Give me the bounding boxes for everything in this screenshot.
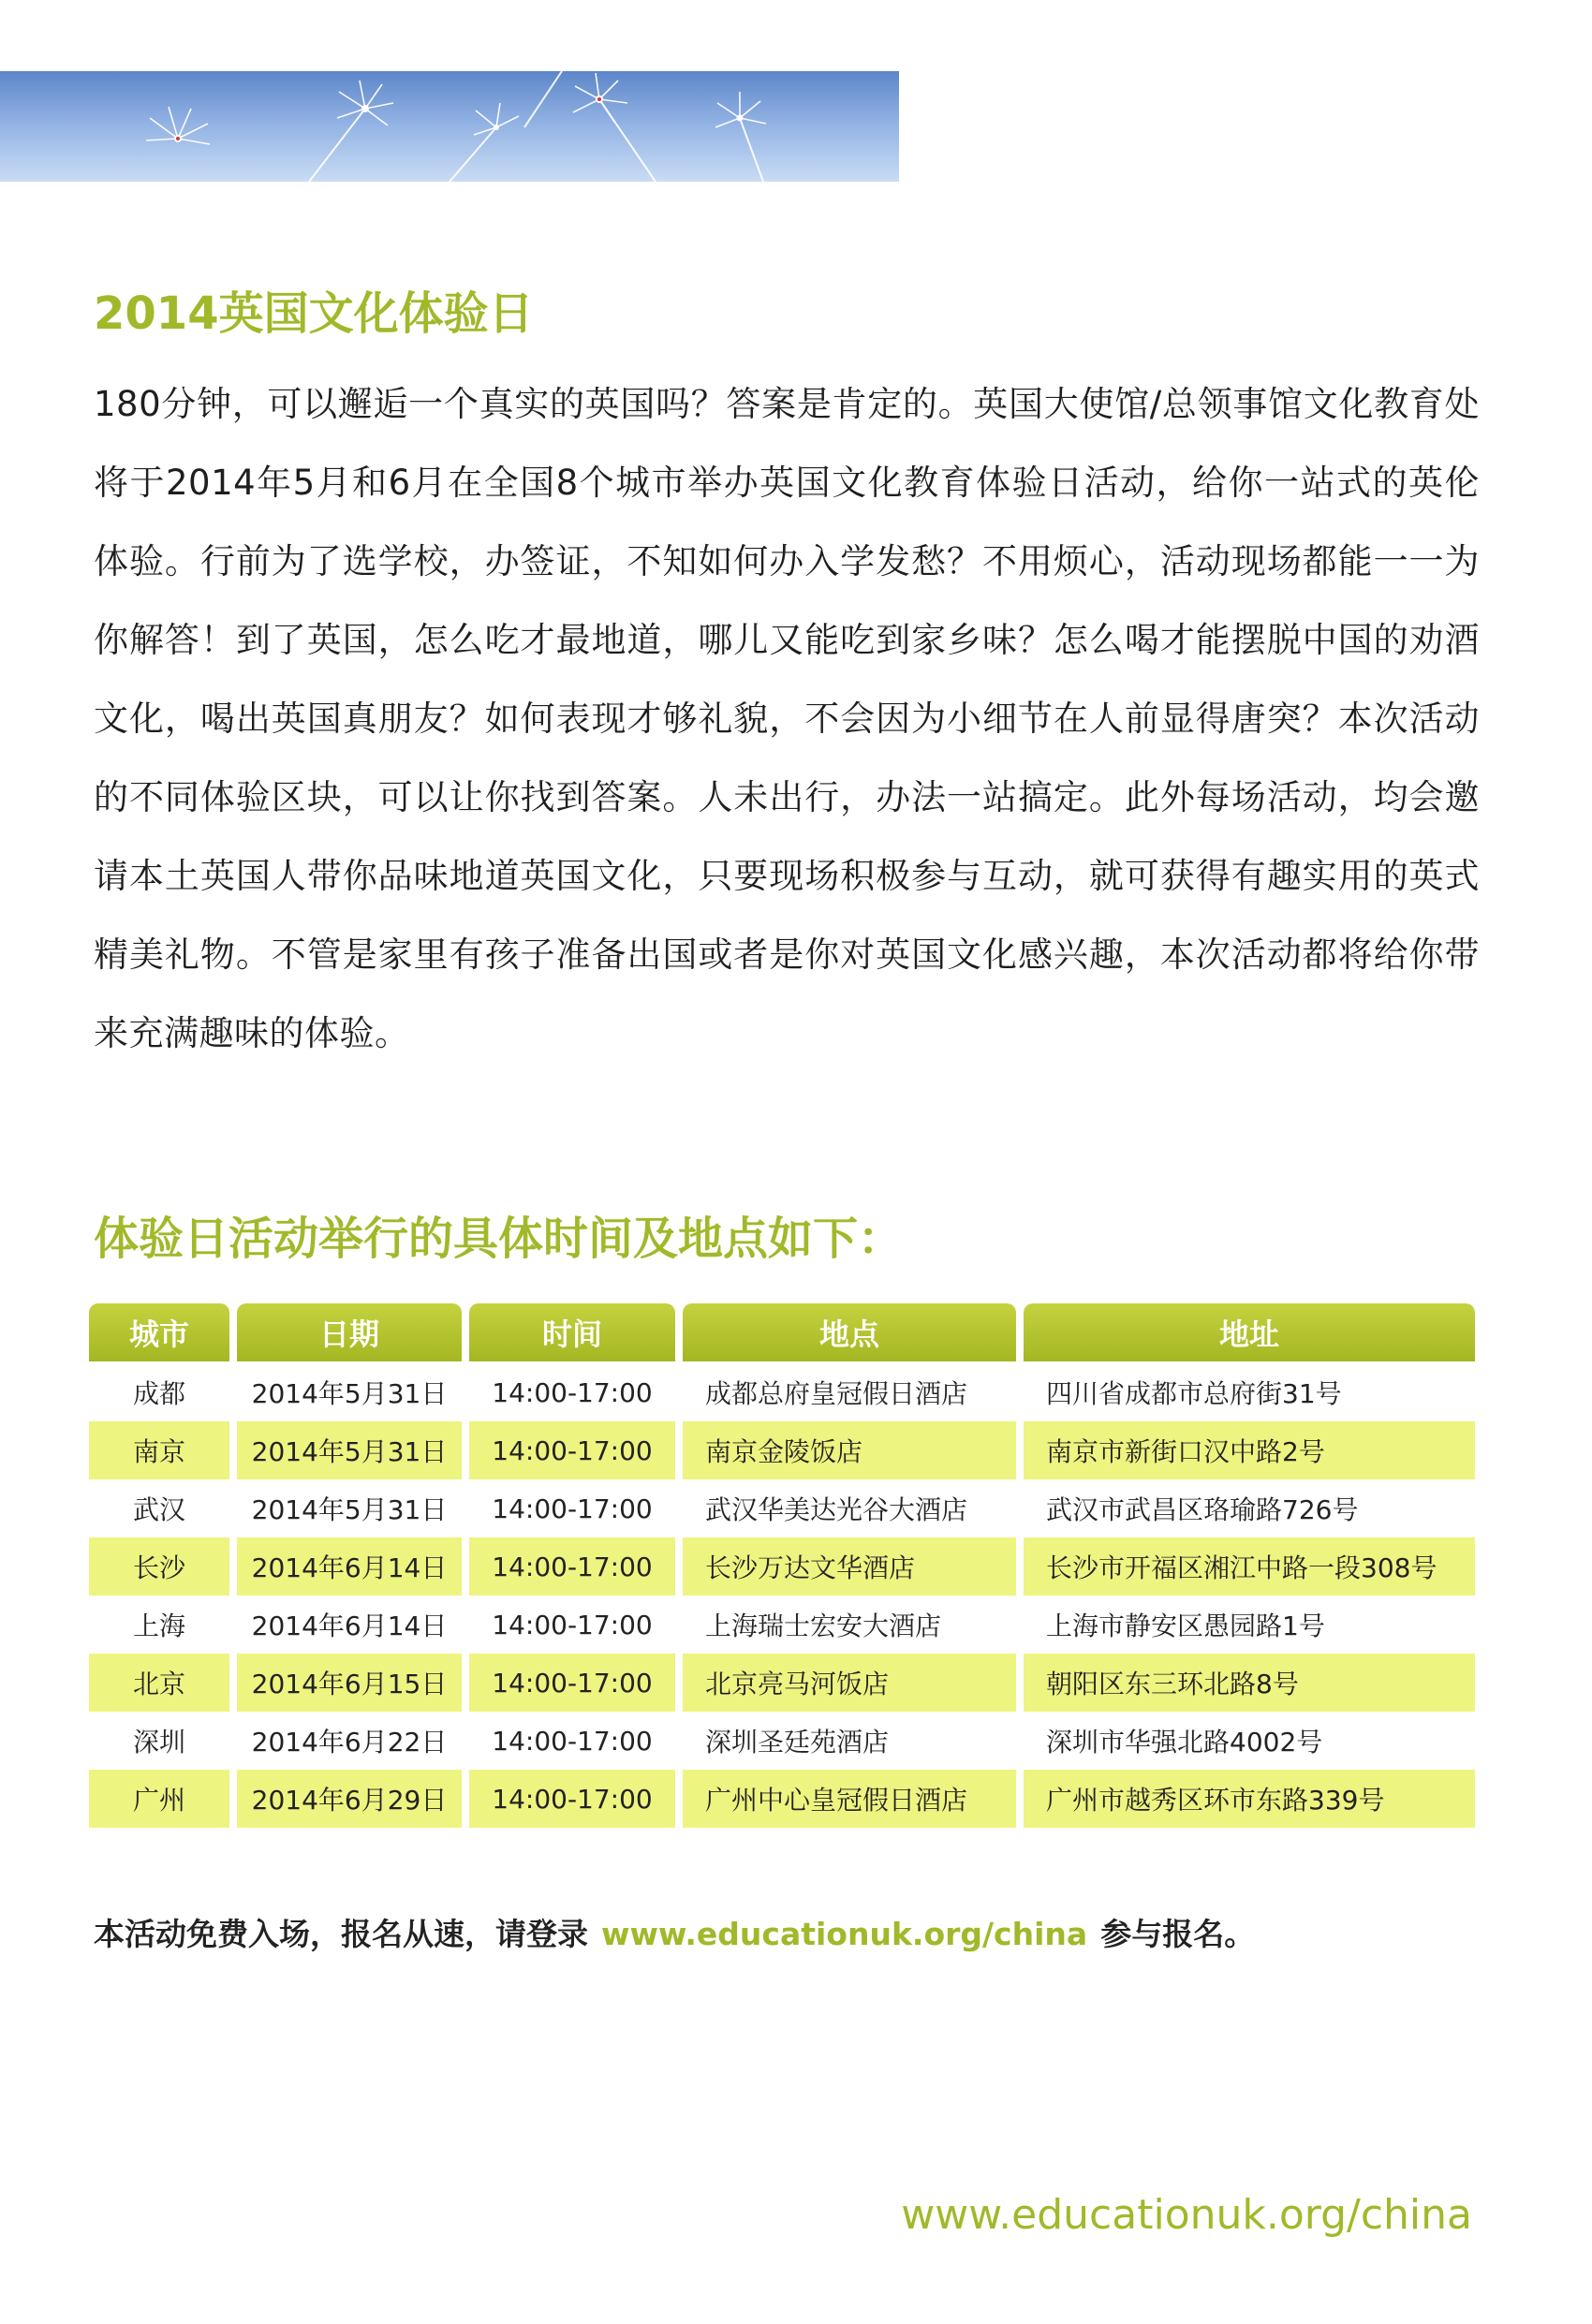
time-cell: 14:00-17:00	[492, 1725, 653, 1757]
column-header-address: 地址	[1024, 1303, 1475, 1361]
date-cell: 2014年6月22日	[251, 1727, 448, 1758]
time-cell: 14:00-17:00	[469, 1421, 675, 1479]
venue-cell: 南京金陵饭店	[683, 1421, 1016, 1479]
venue-cell: 广州中心皇冠假日酒店	[683, 1770, 1016, 1828]
table-row	[89, 1421, 1475, 1479]
registration-text: 本活动免费入场，报名从速，请登录	[94, 1916, 588, 1952]
registration-link[interactable]: www.educationuk.org/china	[601, 1916, 1088, 1952]
column-header-date: 日期	[237, 1303, 462, 1361]
registration-suffix: 参与报名。	[1100, 1916, 1256, 1952]
venue-cell: 北京亮马河饭店	[683, 1654, 1016, 1712]
time-cell: 14:00-17:00	[469, 1537, 675, 1596]
address-cell: 朝阳区东三环北路8号	[1024, 1654, 1475, 1712]
schedule-table	[89, 1303, 1475, 1828]
column-header-venue: 地点	[683, 1303, 1016, 1361]
venue-cell: 武汉华美达光谷大酒店	[705, 1494, 968, 1525]
table-row	[89, 1654, 1475, 1712]
date-cell: 2014年5月31日	[251, 1494, 448, 1525]
venue-cell: 成都总府皇冠假日酒店	[705, 1378, 968, 1409]
date-cell: 2014年6月14日	[251, 1611, 448, 1641]
city-cell: 武汉	[132, 1494, 185, 1525]
schedule-heading: 体验日活动举行的具体时间及地点如下：	[94, 1213, 904, 1265]
venue-cell: 深圳圣廷苑酒店	[705, 1727, 890, 1758]
date-cell: 2014年5月31日	[251, 1378, 448, 1409]
address-cell: 南京市新街口汉中路2号	[1024, 1421, 1475, 1479]
city-cell: 上海	[132, 1611, 185, 1641]
date-cell: 2014年6月15日	[237, 1654, 462, 1712]
venue-cell: 长沙万达文华酒店	[683, 1537, 1016, 1596]
city-cell: 广州	[89, 1770, 229, 1828]
dandelion-banner	[0, 71, 899, 182]
address-cell: 四川省成都市总府街31号	[1046, 1378, 1342, 1409]
table-row	[89, 1770, 1475, 1828]
date-cell: 2014年6月29日	[237, 1770, 462, 1828]
time-cell: 14:00-17:00	[492, 1493, 653, 1524]
column-header-time: 时间	[469, 1303, 675, 1361]
city-cell: 长沙	[89, 1537, 229, 1596]
date-cell: 2014年6月14日	[237, 1537, 462, 1596]
time-cell: 14:00-17:00	[492, 1609, 653, 1640]
city-cell: 深圳	[132, 1727, 185, 1758]
table-row	[89, 1537, 1475, 1596]
address-cell: 广州市越秀区环市东路339号	[1024, 1770, 1475, 1828]
time-cell: 14:00-17:00	[492, 1376, 653, 1408]
intro-paragraph: 180分钟，可以邂逅一个真实的英国吗？答案是肯定的。英国大使馆/总领事馆文化教育处将于2014年5月和6月在全国8个城市举办英国文化教育体验日活动，给你一站式的英伦体验。行前为了选学校，办签证，不知如何办入学发愁？不用烦心，活动现场都能一一为你解答！到了英国，怎么吃才最地道，哪儿又能吃到家乡味？怎么喝才能摆脱中国的劝酒文化，喝出英国真朋友？如何表现才够礼貌，不会因为小细节在人前显得唐突？本次活动的不同体验区块，可以让你找到答案。人未出行，办法一站搞定。此外每场活动，均会邀请本土英国人带你品味地道英国文化，只要现场积极参与互动，就可获得有趣实用的英式精美礼物。不管是家里有孩子准备出国或者是你对英国文化感兴趣，本次活动都将给你带来充满趣味的体验。	[94, 384, 1480, 1053]
date-cell: 2014年5月31日	[237, 1421, 462, 1479]
time-cell: 14:00-17:00	[469, 1770, 675, 1828]
city-cell: 北京	[89, 1654, 229, 1712]
table-row	[89, 1596, 1475, 1654]
city-cell: 南京	[89, 1421, 229, 1479]
address-cell: 上海市静安区愚园路1号	[1046, 1611, 1325, 1641]
venue-cell: 上海瑞士宏安大酒店	[705, 1611, 942, 1641]
address-cell: 武汉市武昌区珞瑜路726号	[1046, 1494, 1359, 1525]
registration-note	[94, 1910, 1255, 1954]
column-header-city: 城市	[89, 1303, 229, 1361]
address-cell: 长沙市开福区湘江中路一段308号	[1024, 1537, 1475, 1596]
time-cell: 14:00-17:00	[469, 1654, 675, 1712]
dandelion-seeds-icon	[0, 71, 899, 182]
address-cell: 深圳市华强北路4002号	[1046, 1727, 1323, 1758]
city-cell: 成都	[132, 1378, 185, 1409]
corner-website-url: www.educationuk.org/china	[901, 2191, 1472, 2239]
table-row	[89, 1363, 1475, 1421]
table-row	[89, 1712, 1475, 1770]
table-row	[89, 1479, 1475, 1537]
page-title: 2014英国文化体验日	[94, 287, 534, 340]
table-header	[89, 1303, 1475, 1361]
